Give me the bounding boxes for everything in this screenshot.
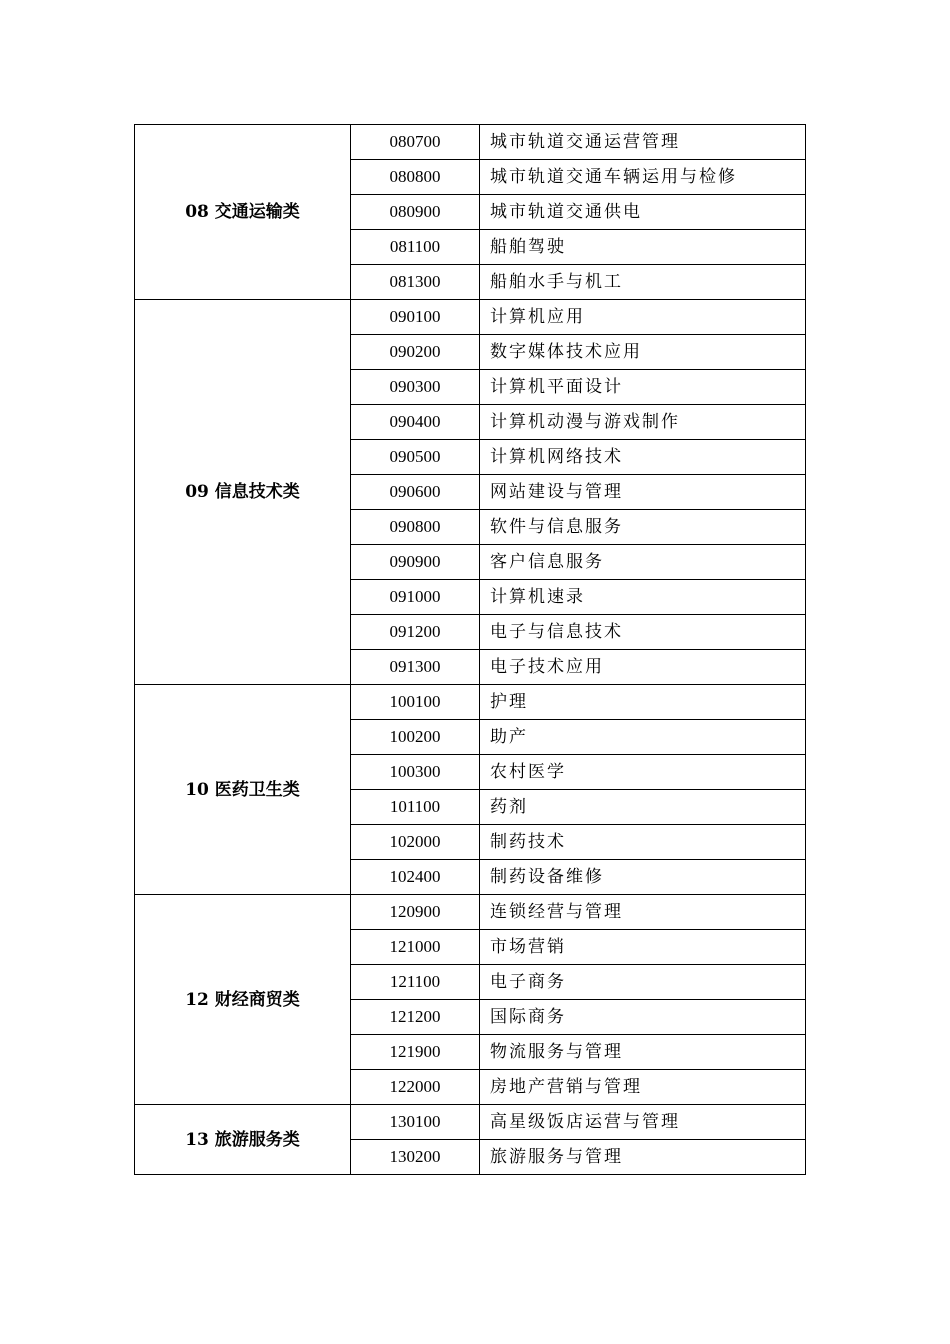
major-name-cell: 连锁经营与管理: [480, 895, 806, 930]
major-name-cell: 药剂: [480, 790, 806, 825]
major-name-cell: 城市轨道交通运营管理: [480, 125, 806, 160]
major-code-cell: 090100: [351, 300, 480, 335]
major-code-cell: 102000: [351, 825, 480, 860]
major-name-cell: 计算机网络技术: [480, 440, 806, 475]
category-cell: 10 医药卫生类: [135, 685, 351, 895]
major-code-cell: 101100: [351, 790, 480, 825]
table-row: [135, 1105, 806, 1140]
major-name-cell: 国际商务: [480, 1000, 806, 1035]
major-name-cell: 计算机速录: [480, 580, 806, 615]
major-name-cell: 网站建设与管理: [480, 475, 806, 510]
major-code-cell: 122000: [351, 1070, 480, 1105]
major-code-cell: 120900: [351, 895, 480, 930]
major-code-cell: 090500: [351, 440, 480, 475]
major-name-cell: 物流服务与管理: [480, 1035, 806, 1070]
major-code-cell: 100100: [351, 685, 480, 720]
table-row: [135, 895, 806, 930]
category-cell: 08 交通运输类: [135, 125, 351, 300]
major-name-cell: 电子商务: [480, 965, 806, 1000]
major-code-cell: 081100: [351, 230, 480, 265]
major-code-cell: 090900: [351, 545, 480, 580]
major-code-cell: 090400: [351, 405, 480, 440]
major-code-cell: 091300: [351, 650, 480, 685]
major-name-cell: 房地产营销与管理: [480, 1070, 806, 1105]
major-name-cell: 客户信息服务: [480, 545, 806, 580]
category-cell: 12 财经商贸类: [135, 895, 351, 1105]
major-name-cell: 制药设备维修: [480, 860, 806, 895]
major-code-cell: 100300: [351, 755, 480, 790]
table-row: [135, 685, 806, 720]
major-name-cell: 船舶水手与机工: [480, 265, 806, 300]
major-code-cell: 102400: [351, 860, 480, 895]
major-name-cell: 计算机应用: [480, 300, 806, 335]
major-name-cell: 助产: [480, 720, 806, 755]
major-catalog-body: [135, 125, 806, 1175]
major-name-cell: 城市轨道交通供电: [480, 195, 806, 230]
major-name-cell: 护理: [480, 685, 806, 720]
table-row: [135, 300, 806, 335]
major-code-cell: 100200: [351, 720, 480, 755]
major-code-cell: 091200: [351, 615, 480, 650]
major-name-cell: 船舶驾驶: [480, 230, 806, 265]
major-name-cell: 电子与信息技术: [480, 615, 806, 650]
major-name-cell: 计算机平面设计: [480, 370, 806, 405]
major-code-cell: 090800: [351, 510, 480, 545]
major-code-cell: 121200: [351, 1000, 480, 1035]
major-name-cell: 高星级饭店运营与管理: [480, 1105, 806, 1140]
major-name-cell: 数字媒体技术应用: [480, 335, 806, 370]
major-code-cell: 121000: [351, 930, 480, 965]
major-code-cell: 080900: [351, 195, 480, 230]
major-name-cell: 旅游服务与管理: [480, 1140, 806, 1175]
major-name-cell: 市场营销: [480, 930, 806, 965]
major-name-cell: 计算机动漫与游戏制作: [480, 405, 806, 440]
major-code-cell: 091000: [351, 580, 480, 615]
major-code-cell: 130200: [351, 1140, 480, 1175]
major-catalog-table: [134, 124, 806, 1175]
major-code-cell: 080700: [351, 125, 480, 160]
major-code-cell: 121900: [351, 1035, 480, 1070]
major-name-cell: 电子技术应用: [480, 650, 806, 685]
major-code-cell: 121100: [351, 965, 480, 1000]
major-code-cell: 080800: [351, 160, 480, 195]
major-code-cell: 081300: [351, 265, 480, 300]
category-cell: 13 旅游服务类: [135, 1105, 351, 1175]
major-code-cell: 090200: [351, 335, 480, 370]
major-code-cell: 130100: [351, 1105, 480, 1140]
major-code-cell: 090300: [351, 370, 480, 405]
major-name-cell: 制药技术: [480, 825, 806, 860]
table-row: [135, 125, 806, 160]
category-cell: 09 信息技术类: [135, 300, 351, 685]
major-name-cell: 城市轨道交通车辆运用与检修: [480, 160, 806, 195]
major-code-cell: 090600: [351, 475, 480, 510]
major-name-cell: 农村医学: [480, 755, 806, 790]
major-name-cell: 软件与信息服务: [480, 510, 806, 545]
